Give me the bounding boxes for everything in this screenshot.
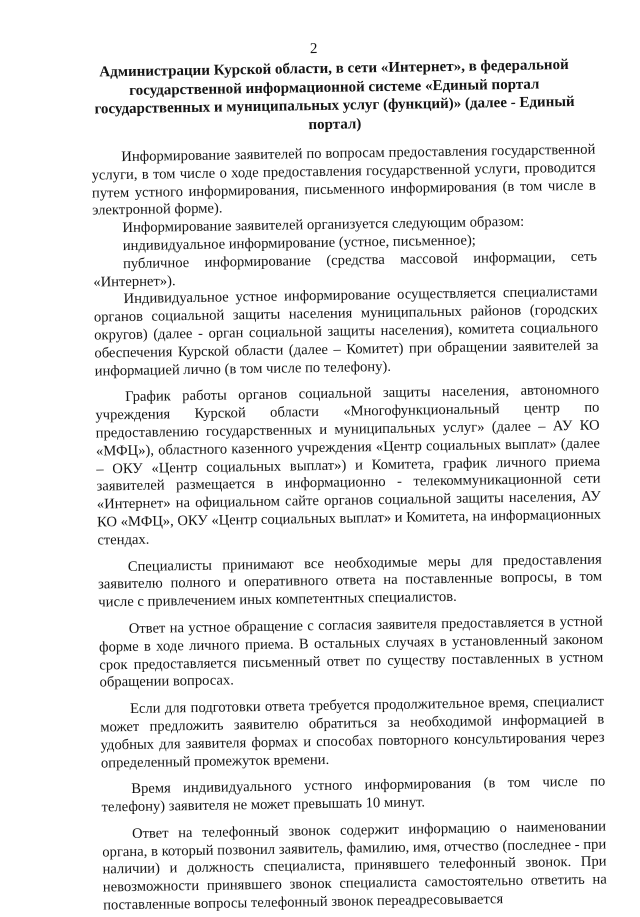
paragraph: Ответ на телефонный звонок содержит информацию о наименовании органа, в который позвонил заявитель, фамилию, имя, отчество (последнее - при наличии) и должность специалиста, принявшего телефонный звонок. При невозможности принявшего звонок специалиста самостоятельно ответить на поставленные вопросы телефонный звонок переадресовывается [102, 818, 607, 914]
paragraph: График работы органов социальной защиты населения, автономного учреждения Курской области «Многофункциональный центр по предоставлению государственных и муниципальных услуг» (далее – АУ КО «МФЦ»), областного казенного учреждения «Центр социальных выплат» (далее – ОКУ «Центр социальных выплат») и Комитета, график личного приема заявителей размещается в информационно - телекоммуникационной сети «Интернет» на официальном сайте органов социальной защиты населения, АУ КО «МФЦ», ОКУ «Центр социальных выплат» и Комитета, на информационных стендах. [95, 381, 602, 549]
paragraph: Ответ на устное обращение с согласия заявителя предоставляется в устной форме в ходе личного приема. В остальных случаях в установленный законом срок предоставляется письменный ответ по существу поставленных в устном обращении вопросах. [98, 613, 604, 691]
body-text [91, 142, 607, 916]
paragraph: Индивидуальное устное информирование осуществляется специалистами органов социальной защиты населения муниципальных районов (городских округов) (далее - орган социальной защиты населения), комитета социального обеспечения Курской области (далее – Комитет) при обращении заявителей за информацией лично (в том числе по телефону). [93, 283, 599, 380]
paragraph: индивидуальное информирование (устное, письменное); [122, 232, 476, 255]
section-heading: Администрации Курской области, в сети «Интернет», в федеральной государственной информационной системе «Единый портал государственных и муниципальных услуг (функций)» (далее - Единый портал) [94, 57, 575, 133]
paragraph: Информирование заявителей по вопросам предоставления государственной услуги, в том числе о ходе предоставления государственной услуги, проводится путем устного информирования, письменного информирования (в том числе в электронной форме). [91, 141, 597, 219]
paragraph: Специалисты принимают все необходимые меры для предоставления заявителю полного и оперативного ответа на поставленные вопросы, в том числе с привлечением иных компетентных специалистов. [97, 551, 603, 611]
paragraph: Время индивидуального устного информирования (в том числе по телефону) заявителя не может превышать 10 минут. [101, 773, 606, 816]
paragraph: Если для подготовки ответа требуется продолжительное время, специалист может предложить заявителю обратиться за необходимой информацией в удобных для заявителя формах и способах повторного консультирования через определенный промежуток времени. [100, 693, 605, 771]
paragraph: Информирование заявителей организуется следующим образом: [122, 213, 525, 237]
page-number: 2 [309, 40, 318, 58]
paragraph: публичное информирование (средства массовой информации, сеть «Интернет»). [93, 248, 598, 291]
